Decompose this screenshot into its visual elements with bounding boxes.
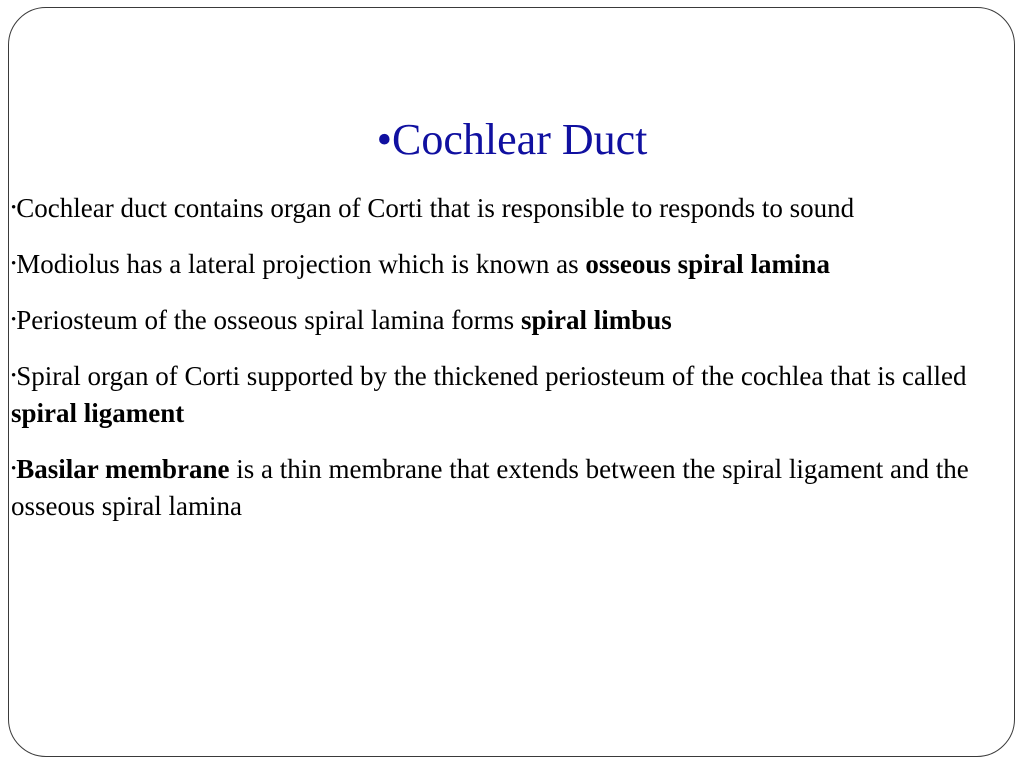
slide-title: •Cochlear Duct bbox=[376, 115, 648, 164]
bullet-text: is a thin membrane that extends between the spiral ligament and the osseous spiral lamina bbox=[11, 454, 969, 521]
bullet-item-2 bbox=[11, 246, 1001, 283]
bullet-term: spiral ligament bbox=[11, 398, 185, 428]
bullet-text: Cochlear duct contains organ of Corti that is responsible to responds to sound bbox=[16, 193, 855, 223]
bullet-dot: • bbox=[11, 368, 17, 384]
bullet-term: spiral limbus bbox=[520, 305, 672, 335]
bullet-dot: • bbox=[11, 200, 17, 216]
bullet-list bbox=[11, 190, 1001, 544]
bullet-text: Periosteum of the osseous spiral lamina forms bbox=[16, 305, 521, 335]
bullet-item-5 bbox=[11, 451, 1001, 525]
bullet-text: Spiral organ of Corti supported by the thickened periosteum of the cochlea that is called bbox=[16, 361, 967, 391]
bullet-term: osseous spiral lamina bbox=[585, 249, 830, 279]
bullet-term: Basilar membrane bbox=[16, 454, 230, 484]
bullet-dot: • bbox=[11, 461, 17, 477]
bullet-dot: • bbox=[11, 312, 17, 328]
bullet-item-3 bbox=[11, 302, 1001, 339]
bullet-item-4 bbox=[11, 358, 1001, 432]
bullet-dot: • bbox=[11, 256, 17, 272]
bullet-item-1 bbox=[11, 190, 1001, 227]
bullet-text: Modiolus has a lateral projection which is known as bbox=[16, 249, 586, 279]
